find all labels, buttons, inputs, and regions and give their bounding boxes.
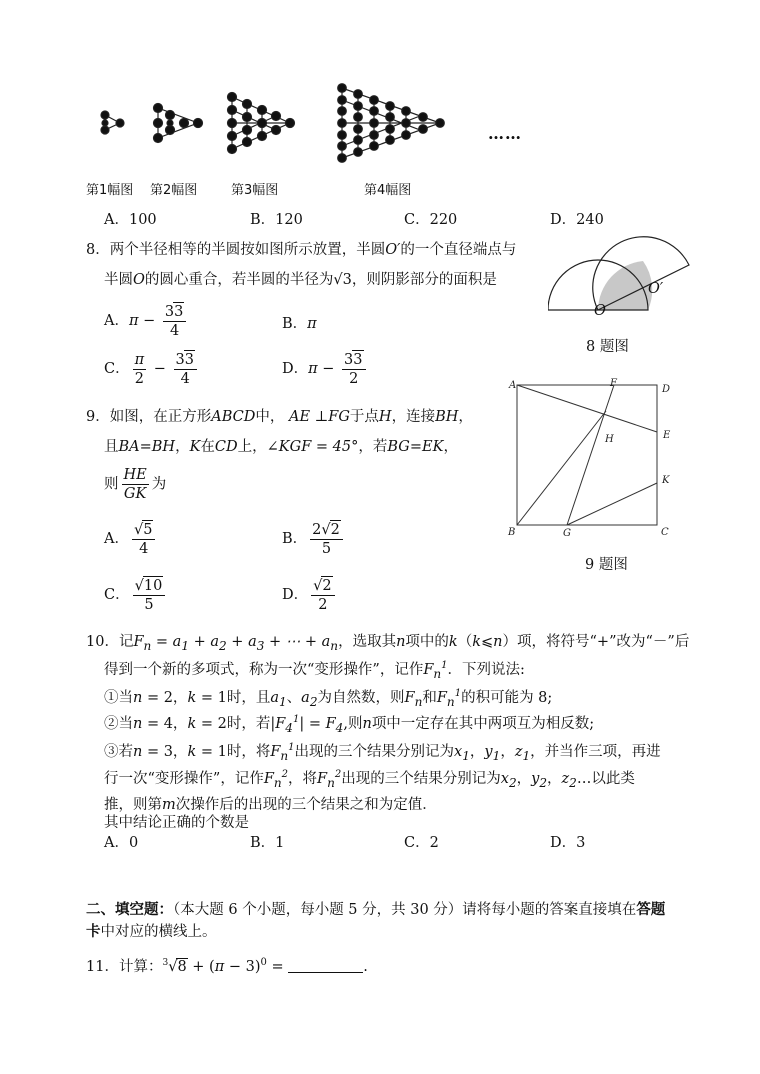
caption-fig-2: 第2幅图	[150, 183, 198, 198]
segment-bh	[517, 411, 606, 525]
label-c: C	[661, 527, 669, 538]
q8-option-c: C． $\frac{\pi}{2}$ − $\frac{33}{4}$	[104, 350, 200, 388]
q10-statement-3: ③若n = 3，k = 1时，将$F_n^1$出现的三个结果分别记为$x_1$，$y_1$，$z_1$，并当作三项，再进	[104, 742, 661, 763]
caption-fig-1: 第1幅图	[86, 183, 134, 198]
q8-line-1: 8．两个半径相等的半圆按如图所示放置，半圆O′的一个直径端点与	[86, 242, 517, 258]
segment-gk	[567, 483, 657, 525]
q8-line-2: 半圆O的圆心重合，若半圆的半径为√3，则阴影部分的面积是	[104, 272, 497, 288]
q9-option-a: A． $\frac{√5}{4}$	[104, 520, 158, 558]
q7-option-a: A．100	[104, 212, 157, 228]
label-d: D	[662, 384, 671, 395]
q7-option-d: D．240	[550, 212, 604, 228]
q8-option-d: D．π − $\frac{33}{2}$	[282, 350, 369, 388]
q8-label-o: O	[594, 303, 606, 319]
q10-prompt: 其中结论正确的个数是	[104, 815, 249, 831]
label-b: B	[508, 527, 516, 538]
q11-answer-blank[interactable]	[288, 958, 363, 973]
q8-option-a: A．π − $\frac{33}{4}$	[104, 302, 189, 340]
q8-label-o-prime: O′	[648, 281, 664, 297]
q10-statement-1: ①当n = 2，k = 1时，且$a_1$、$a_2$为自然数，则$F_n$和$F_n^1$的积可能为 8;	[104, 688, 553, 709]
label-a: A	[509, 380, 517, 391]
caption-fig-3: 第3幅图	[231, 183, 279, 198]
q9-line-3: 则 $\frac{HE}{GK}$ 为	[104, 467, 167, 502]
pattern-2	[154, 104, 203, 143]
section-2-heading-cont: 卡中对应的横线上。	[86, 923, 217, 940]
q9-line-2: 且BA=BH，K在CD上，∠KGF = 45°，若BG=EK，	[104, 439, 458, 455]
q8-semicircles-figure	[548, 225, 698, 325]
q11-line: 11．计算：$^3√8 + (\pi - 3)^0$ = .	[86, 957, 368, 975]
q10-statement-3-cont: 行一次“变形操作”，记作$F_n^2$，将$F_n^2$出现的三个结果分别记为$x_2$，$y_2$，$z_2\dots$以此类	[104, 769, 635, 790]
pattern-4	[338, 84, 445, 163]
q9-square-figure	[505, 375, 685, 545]
q10-line-2: 得到一个新的多项式，称为一次“变形操作”，记作$F_n^1$．下列说法:	[104, 660, 525, 681]
q10-option-a: A．0	[104, 835, 139, 851]
pattern-ellipsis: ……	[488, 124, 522, 143]
q7-option-b: B．120	[250, 212, 303, 228]
q9-caption: 9 题图	[585, 557, 628, 573]
segment-ae	[517, 385, 657, 432]
q10-option-c: C．2	[404, 835, 439, 851]
pattern-3	[228, 93, 295, 154]
label-g: G	[563, 528, 571, 539]
q9-option-c: C． $\frac{√10}{5}$	[104, 576, 168, 614]
label-f: F	[610, 378, 617, 389]
q10-option-b: B．1	[250, 835, 285, 851]
square-abcd	[517, 385, 657, 525]
q9-option-d: D． $\frac{√2}{2}$	[282, 576, 338, 614]
section-2-heading: 二、填空题：（本大题 6 个小题，每小题 5 分，共 30 分）请将每小题的答案直接填在答题	[86, 901, 666, 918]
label-h: H	[605, 434, 614, 445]
q10-statement-3-end: 推，则第m次操作后的出现的三个结果之和为定值．	[104, 797, 437, 813]
pattern-1	[101, 111, 124, 134]
label-e: E	[663, 430, 671, 441]
q10-statement-2: ②当n = 4，k = 2时，若$|F_4^1| = F_4$,则n项中一定存在其中两项互为相反数;	[104, 714, 595, 735]
q7-option-c: C．220	[404, 212, 458, 228]
dot-pattern-figure	[90, 80, 530, 175]
q10-line-1: 10．记$F_n = a_1 + a_2 + a_3$ + ⋯ + $a_n$，选取其n项中的k（k⩽n）项，将符号“+”改为“－”后	[86, 634, 690, 653]
q8-caption: 8 题图	[586, 339, 629, 355]
segment-fg	[567, 385, 614, 525]
q8-option-b: B．π	[282, 316, 317, 332]
q9-line-1: 9．如图，在正方形ABCD中， AE ⊥FG于点H，连接BH，	[86, 409, 473, 425]
q9-option-b: B． $\frac{2√2}{5}$	[282, 520, 346, 558]
caption-fig-4: 第4幅图	[364, 183, 412, 198]
q10-option-d: D．3	[550, 835, 586, 851]
label-k: K	[662, 475, 670, 486]
